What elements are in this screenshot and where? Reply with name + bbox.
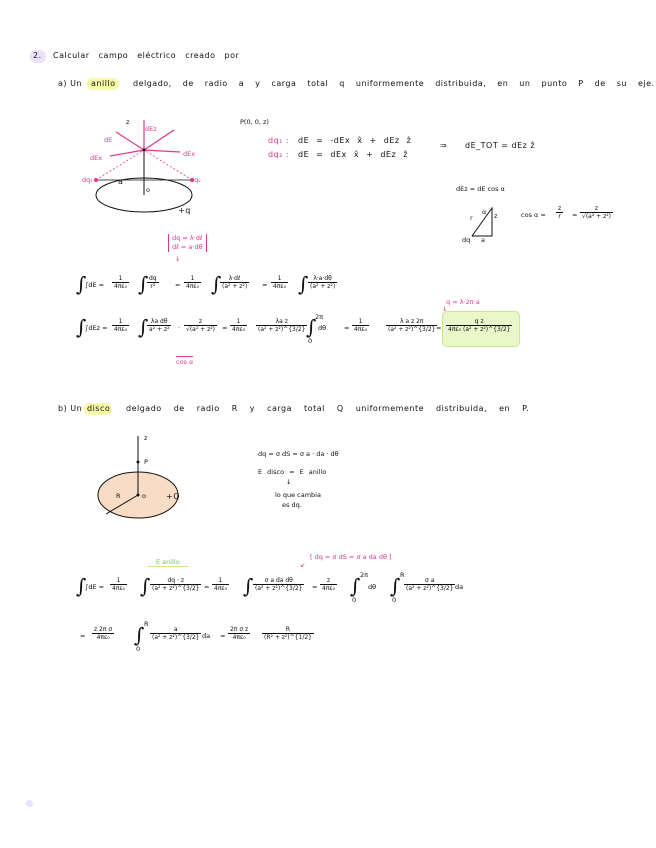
ring-label-dEx-left: dEx bbox=[90, 154, 103, 162]
b-line1-t1 bbox=[110, 577, 127, 592]
b-line1-t4-num: σ a da dθ bbox=[253, 577, 304, 585]
b-line2-t3-den: 4πε₀ bbox=[232, 634, 246, 641]
eq-dq2-label: dq₂ : bbox=[268, 150, 290, 159]
a-line1-t1-num: 1 bbox=[112, 275, 129, 283]
point-p-label: P(0, 0, z) bbox=[240, 118, 269, 126]
ring-label-dEz: dEz bbox=[145, 125, 157, 133]
eq-disc-note1: lo que cambia bbox=[275, 491, 321, 499]
b-line2-eq: = bbox=[220, 632, 226, 640]
b-line2-int-lower: 0 bbox=[136, 645, 141, 653]
part-b-keyword: disco bbox=[87, 404, 111, 413]
part-a-label: a) Un bbox=[58, 79, 82, 88]
b-line2-t1-num: z 2π σ bbox=[94, 626, 113, 633]
cos-def-left: cos α = bbox=[521, 211, 546, 219]
b-line1-t3-num: 1 bbox=[212, 577, 229, 585]
a-line2-eq1: = bbox=[222, 324, 228, 332]
b-line1-int1-upper: 2π bbox=[360, 571, 369, 579]
a-line2-eq2: = bbox=[344, 324, 350, 332]
ring-label-dq2: dq₂ bbox=[190, 176, 201, 184]
a-line1-t2-den: r² bbox=[150, 283, 156, 290]
a-line2-t7-den: (a² + z²)^{3/2} bbox=[388, 326, 436, 333]
a-line1-t3 bbox=[184, 275, 201, 290]
a-line1-t5-den: 4πε₀ bbox=[273, 283, 287, 290]
b-line1-int2-upper: R bbox=[400, 571, 405, 579]
a-line1-eq2: = bbox=[262, 281, 268, 289]
b-line1-eq2: = bbox=[312, 583, 318, 591]
a-line2-t7-num: λ a z 2π bbox=[386, 318, 437, 326]
dq-box-a-line2: dℓ = a·dθ bbox=[172, 243, 203, 251]
b-line1-integral3: ∫ bbox=[243, 574, 254, 598]
b-line1-t2-den: (a² + z²)^{3/2} bbox=[152, 585, 200, 592]
dq-box-a bbox=[168, 234, 207, 252]
b-line1-t6-num: σ a bbox=[404, 577, 455, 585]
part-b-label: b) Un bbox=[58, 404, 83, 413]
a-line2-t1-num: 1 bbox=[112, 318, 129, 326]
eq-dq1: dE = -dEx x̂ + dEz ẑ bbox=[298, 136, 412, 145]
a-line2-t1 bbox=[112, 318, 129, 333]
cos-def-frac1 bbox=[556, 205, 563, 220]
a-line1-t5-num: 1 bbox=[271, 275, 288, 283]
a-line2-t7 bbox=[386, 318, 437, 333]
b-line2-t4 bbox=[262, 626, 314, 641]
triangle-dq: dq bbox=[462, 236, 471, 244]
a-line1-t6 bbox=[308, 275, 337, 290]
a-line1-integral3: ∫ bbox=[211, 272, 222, 296]
eq-component: dEz = dE cos α bbox=[456, 185, 505, 193]
a-line2-result-den: 4πε₀ (a² + z²)^{3/2} bbox=[448, 326, 511, 333]
a-line2-t3 bbox=[184, 318, 217, 333]
ring-label-a: a bbox=[118, 177, 124, 186]
problem-number: 2. bbox=[33, 51, 42, 60]
dq-box-b-arrow: ↙ bbox=[300, 561, 306, 569]
dq-box-a-line1: dq = λ·dℓ bbox=[172, 234, 203, 242]
cos-def-frac1-num: z bbox=[558, 205, 562, 212]
disc-label-origin: o bbox=[142, 492, 146, 500]
b-line2-t2-num: a bbox=[150, 626, 201, 634]
pen-dot bbox=[26, 800, 33, 807]
b-line1-t4-den: (a² + z²)^{3/2} bbox=[255, 585, 303, 592]
cos-def-frac2 bbox=[580, 205, 613, 220]
a-line2-t4 bbox=[230, 318, 247, 333]
a-line2-eq3: = bbox=[436, 324, 442, 332]
b-line2-t4-num: R bbox=[262, 626, 314, 634]
ring-diagram bbox=[80, 118, 230, 218]
b-line1-lhs: ∫dE = bbox=[85, 583, 105, 591]
a-line2-t6 bbox=[352, 318, 369, 333]
disc-label-charge: +Q bbox=[166, 492, 180, 501]
a-line2-t4-num: 1 bbox=[230, 318, 247, 326]
a-line1-t1 bbox=[112, 275, 129, 290]
a-line1-t4-num: λ·dℓ bbox=[220, 275, 249, 283]
a-line2-t6-den: 4πε₀ bbox=[354, 326, 368, 333]
b-line1-t5-den: 4πε₀ bbox=[322, 585, 336, 592]
a-line1-eq1: = bbox=[175, 281, 181, 289]
cos-def-frac1-den: r bbox=[558, 213, 561, 220]
b-line2-t2-den: (a² + z²)^{3/2} bbox=[152, 634, 200, 641]
a-line1-lhs: ∫dE = bbox=[85, 281, 105, 289]
b-line1-integral5: ∫ bbox=[390, 574, 401, 598]
triangle-a: a bbox=[481, 236, 485, 244]
ring-label-origin: o bbox=[146, 186, 150, 194]
a-line2-t4-den: 4πε₀ bbox=[232, 326, 246, 333]
dq-box-b: [ dq = σ dS = σ a da dθ ] bbox=[310, 553, 392, 561]
disc-label-z: z bbox=[144, 434, 148, 442]
a-line2-lhs: ∫dEz = bbox=[85, 324, 108, 332]
a-line1-t6-den: (a² + z²) bbox=[310, 283, 336, 290]
a-line2-t5 bbox=[256, 318, 307, 333]
b-line1-integral4: ∫ bbox=[350, 574, 361, 598]
a-line1-integral2: ∫ bbox=[138, 272, 149, 296]
b-line1-t1-den: 4πε₀ bbox=[112, 585, 126, 592]
b-line1-t5-num: z bbox=[320, 577, 337, 585]
a-line2-result bbox=[446, 318, 512, 333]
cos-def-frac2-num: z bbox=[580, 205, 613, 213]
part-b-statement: delgado de radio R y carga total Q uniformemente distribuida, en P. bbox=[126, 404, 530, 413]
b-line2-t1 bbox=[92, 626, 114, 641]
cos-def-frac2-den: √(a² + z²) bbox=[582, 213, 611, 220]
ring-label-dEx: dEx bbox=[183, 150, 196, 158]
a-line2-t3-num: z bbox=[184, 318, 217, 326]
b-line2-int-upper: R bbox=[144, 620, 149, 628]
a-line2-dot: · bbox=[178, 324, 181, 332]
b-line1-t3-den: 4πε₀ bbox=[214, 585, 228, 592]
a-line2-dtheta: dθ bbox=[318, 324, 327, 332]
part-a-keyword: anillo bbox=[91, 79, 116, 88]
triangle-r: r bbox=[470, 214, 473, 222]
a-line1-t4-den: (a² + z²) bbox=[222, 283, 248, 290]
b-line2-t3-num: 2π σ z bbox=[230, 626, 249, 633]
b-line1-t2 bbox=[150, 577, 201, 592]
a-note-q-arrow: ↓ bbox=[442, 305, 448, 313]
b-line2-t4-den: (R² + z²)^{1/2} bbox=[264, 634, 312, 641]
a-line2-t1-den: 4πε₀ bbox=[114, 326, 128, 333]
problem-title: Calcular campo eléctrico creado por bbox=[53, 51, 240, 60]
ring-label-charge: +q bbox=[178, 206, 191, 215]
a-line1-integral4: ∫ bbox=[298, 272, 309, 296]
a-line2-t5-den: (a² + z²)^{3/2} bbox=[258, 326, 306, 333]
b-line2-t1-den: 4πε₀ bbox=[96, 634, 110, 641]
a-note-cos: cos α bbox=[176, 358, 194, 366]
b-line1-t1-num: 1 bbox=[110, 577, 127, 585]
eq-dq1-label: dq₁ : bbox=[268, 136, 290, 145]
b-line1-dtheta: dθ bbox=[368, 583, 377, 591]
ring-label-z: z bbox=[126, 118, 130, 126]
a-note-q: q = λ·2π·a bbox=[446, 298, 480, 306]
e-anillo-label: E anillo bbox=[148, 558, 188, 567]
a-line2-int-lower: 0 bbox=[308, 337, 313, 345]
eq-disc-arrow: ↓ bbox=[286, 478, 292, 486]
disc-label-r: R bbox=[116, 492, 121, 500]
eq-dq2: dE = dEx x̂ + dEz ẑ bbox=[298, 150, 408, 159]
a-line2-t6-num: 1 bbox=[352, 318, 369, 326]
a-line2-t5-num: λa z bbox=[256, 318, 307, 326]
b-line1-integral2: ∫ bbox=[140, 574, 151, 598]
disc-diagram bbox=[96, 432, 216, 522]
ring-label-dE: dE bbox=[104, 136, 113, 144]
ring-label-dq1: dq₁ bbox=[82, 176, 93, 184]
b-line1-da: da bbox=[455, 583, 464, 591]
a-line1-t1-den: 4πε₀ bbox=[114, 283, 128, 290]
a-line1-t5 bbox=[271, 275, 288, 290]
eq-total-arrow: ⇒ bbox=[440, 141, 448, 150]
b-line1-t6-den: (a² + z²)^{3/2} bbox=[406, 585, 454, 592]
a-line2-t2-den: a² + z² bbox=[149, 326, 170, 333]
a-line2-t2 bbox=[147, 318, 171, 333]
b-line1-int1-lower: 0 bbox=[352, 596, 357, 604]
b-line2-t3 bbox=[228, 626, 250, 641]
cos-def-eq: = bbox=[572, 211, 578, 219]
eq-disc-anillo: E disco = E anillo bbox=[258, 468, 327, 476]
triangle-z: z bbox=[494, 212, 498, 220]
eq-total: dE_TOT = dEz ẑ bbox=[465, 141, 536, 150]
b-line2-t2 bbox=[150, 626, 201, 641]
a-line1-t2-num: dq bbox=[149, 275, 157, 282]
b-line1-t5 bbox=[320, 577, 337, 592]
a-line1-t2 bbox=[147, 275, 159, 290]
b-line2-da: da bbox=[202, 632, 211, 640]
part-a-statement: delgado, de radio a y carga total q uniformemente distribuida, en un punto P de su eje. bbox=[133, 79, 655, 88]
b-line1-int2-lower: 0 bbox=[392, 596, 397, 604]
b-line1-eq1: = bbox=[204, 583, 210, 591]
a-line2-int-upper: 2π bbox=[315, 313, 324, 321]
disc-label-p: P bbox=[144, 458, 148, 466]
eq-disc-note2: es dq. bbox=[282, 501, 302, 509]
a-line1-t6-num: λ·a·dθ bbox=[308, 275, 337, 283]
a-line2-integral3: ∫ bbox=[306, 315, 317, 339]
a-line2-t3-den: √(a² + z²) bbox=[186, 326, 215, 333]
b-line1-t6 bbox=[404, 577, 455, 592]
a-line1-t4 bbox=[220, 275, 249, 290]
a-line2-result-num: q z bbox=[446, 318, 512, 326]
b-line2-lead: = bbox=[80, 632, 86, 640]
a-line2-t2-num: λa dθ bbox=[147, 318, 171, 326]
b-line1-t4 bbox=[253, 577, 304, 592]
b-line2-integral: ∫ bbox=[134, 623, 145, 647]
a-line1-integral: ∫ bbox=[76, 272, 87, 296]
a-line1-t3-num: 1 bbox=[184, 275, 201, 283]
triangle-alpha: α bbox=[482, 208, 487, 216]
b-line1-integral: ∫ bbox=[76, 574, 87, 598]
b-line1-t3 bbox=[212, 577, 229, 592]
a-line1-t3-den: 4πε₀ bbox=[186, 283, 200, 290]
a-line2-integral2: ∫ bbox=[138, 315, 149, 339]
eq-dq-disc: dq = σ dS = σ a · da · dθ bbox=[258, 450, 339, 458]
dq-box-a-arrow: ↓ bbox=[175, 255, 181, 263]
b-line1-t2-num: dq · z bbox=[150, 577, 201, 585]
a-line2-integral: ∫ bbox=[76, 315, 87, 339]
